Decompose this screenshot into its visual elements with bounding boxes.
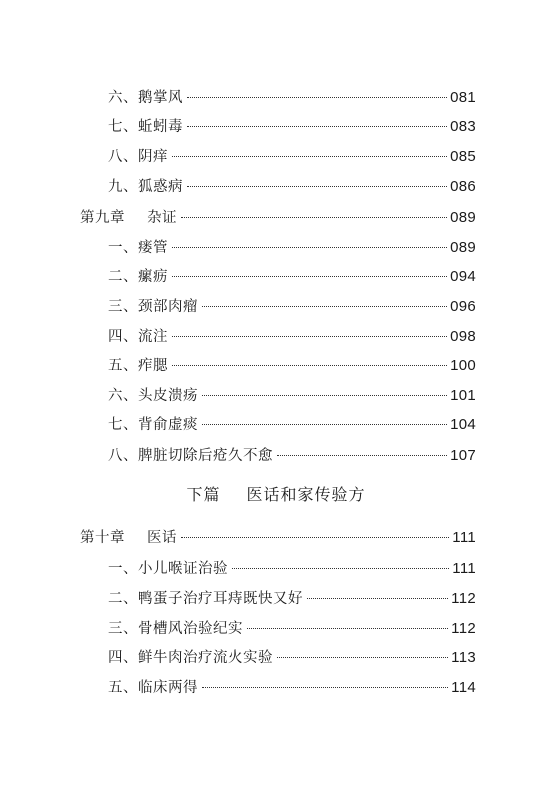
dot-leader [202,424,447,425]
toc-entry [108,177,476,197]
toc-entry-page: 111 [452,560,476,577]
dot-leader [307,598,448,599]
toc-entry-page: 089 [450,209,476,226]
toc-entry [108,559,476,579]
toc-entry-title: 一、瘘管 [108,240,168,256]
toc-entry [108,238,476,258]
toc-entry-title: 五、痄腮 [108,358,168,374]
toc-entry-title: 二、鸭蛋子治疗耳痔既快又好 [108,591,303,607]
toc-entry-title: 五、临床两得 [108,680,198,696]
dot-leader [172,247,447,248]
toc-entry-title: 一、小儿喉证治验 [108,561,228,577]
toc-entry-title: 九、狐惑病 [108,179,183,195]
toc-entry-title: 八、脾脏切除后疮久不愈 [108,448,273,464]
toc-entry-page: 086 [450,178,476,195]
toc-entry [108,648,476,668]
toc-entry-page: 098 [450,328,476,345]
toc-entry-title: 六、鹅掌风 [108,90,183,106]
toc-entry [108,147,476,167]
dot-leader [202,687,448,688]
part-number: 下篇 [186,485,221,504]
toc-entry [108,386,476,406]
toc-entry [108,327,476,347]
chapter-number: 第九章 [80,210,125,226]
toc-entry [108,297,476,317]
dot-leader [232,568,449,569]
toc-entry [108,678,476,698]
toc-entry-title: 七、背俞虚痰 [108,417,198,433]
dot-leader [187,186,447,187]
toc-chapter-entry [80,208,476,228]
toc-entry [108,415,476,435]
toc-entry-page: 113 [451,649,476,666]
toc-entry-page: 112 [451,620,476,637]
dot-leader [172,276,447,277]
toc-entry-page: 085 [450,148,476,165]
toc-entry [108,619,476,639]
dot-leader [202,395,447,396]
toc-entry-page: 089 [450,239,476,256]
part-title [0,484,552,506]
toc-entry-page: 111 [452,529,476,546]
toc-entry [108,589,476,609]
toc-entry-page: 107 [450,447,476,464]
toc-entry-title: 三、骨槽风治验纪实 [108,621,243,637]
dot-leader [172,336,447,337]
dot-leader [181,537,449,538]
toc-entry-page: 104 [450,416,476,433]
toc-entry [108,267,476,287]
chapter-title: 杂证 [147,210,177,226]
toc-entry-page: 096 [450,298,476,315]
toc-entry-page: 100 [450,357,476,374]
toc-entry-page: 101 [450,387,476,404]
toc-entry-title: 八、阴痒 [108,149,168,165]
dot-leader [247,628,448,629]
part-name: 医话和家传验方 [246,485,366,504]
dot-leader [172,365,447,366]
toc-entry-title: 七、蚯蚓毒 [108,119,183,135]
dot-leader [181,217,447,218]
chapter-title: 医话 [147,530,177,546]
dot-leader [202,306,447,307]
toc-entry [108,117,476,137]
toc-entry-page: 114 [451,679,476,696]
toc-entry-title: 二、瘰疬 [108,269,168,285]
dot-leader [277,455,447,456]
dot-leader [277,657,448,658]
toc-entry [108,446,476,466]
toc-entry-page: 083 [450,118,476,135]
toc-entry-page: 081 [450,89,476,106]
toc-entry-title: 六、头皮溃疡 [108,388,198,404]
dot-leader [172,156,447,157]
toc-entry [108,356,476,376]
toc-entry-title: 四、鲜牛肉治疗流火实验 [108,650,273,666]
toc-chapter-entry [80,528,476,548]
toc-entry-page: 094 [450,268,476,285]
toc-entry-page: 112 [451,590,476,607]
dot-leader [187,126,447,127]
chapter-number: 第十章 [80,530,125,546]
toc-entry [108,88,476,108]
toc-entry-title: 三、颈部肉瘤 [108,299,198,315]
dot-leader [187,97,447,98]
toc-entry-title: 四、流注 [108,329,168,345]
